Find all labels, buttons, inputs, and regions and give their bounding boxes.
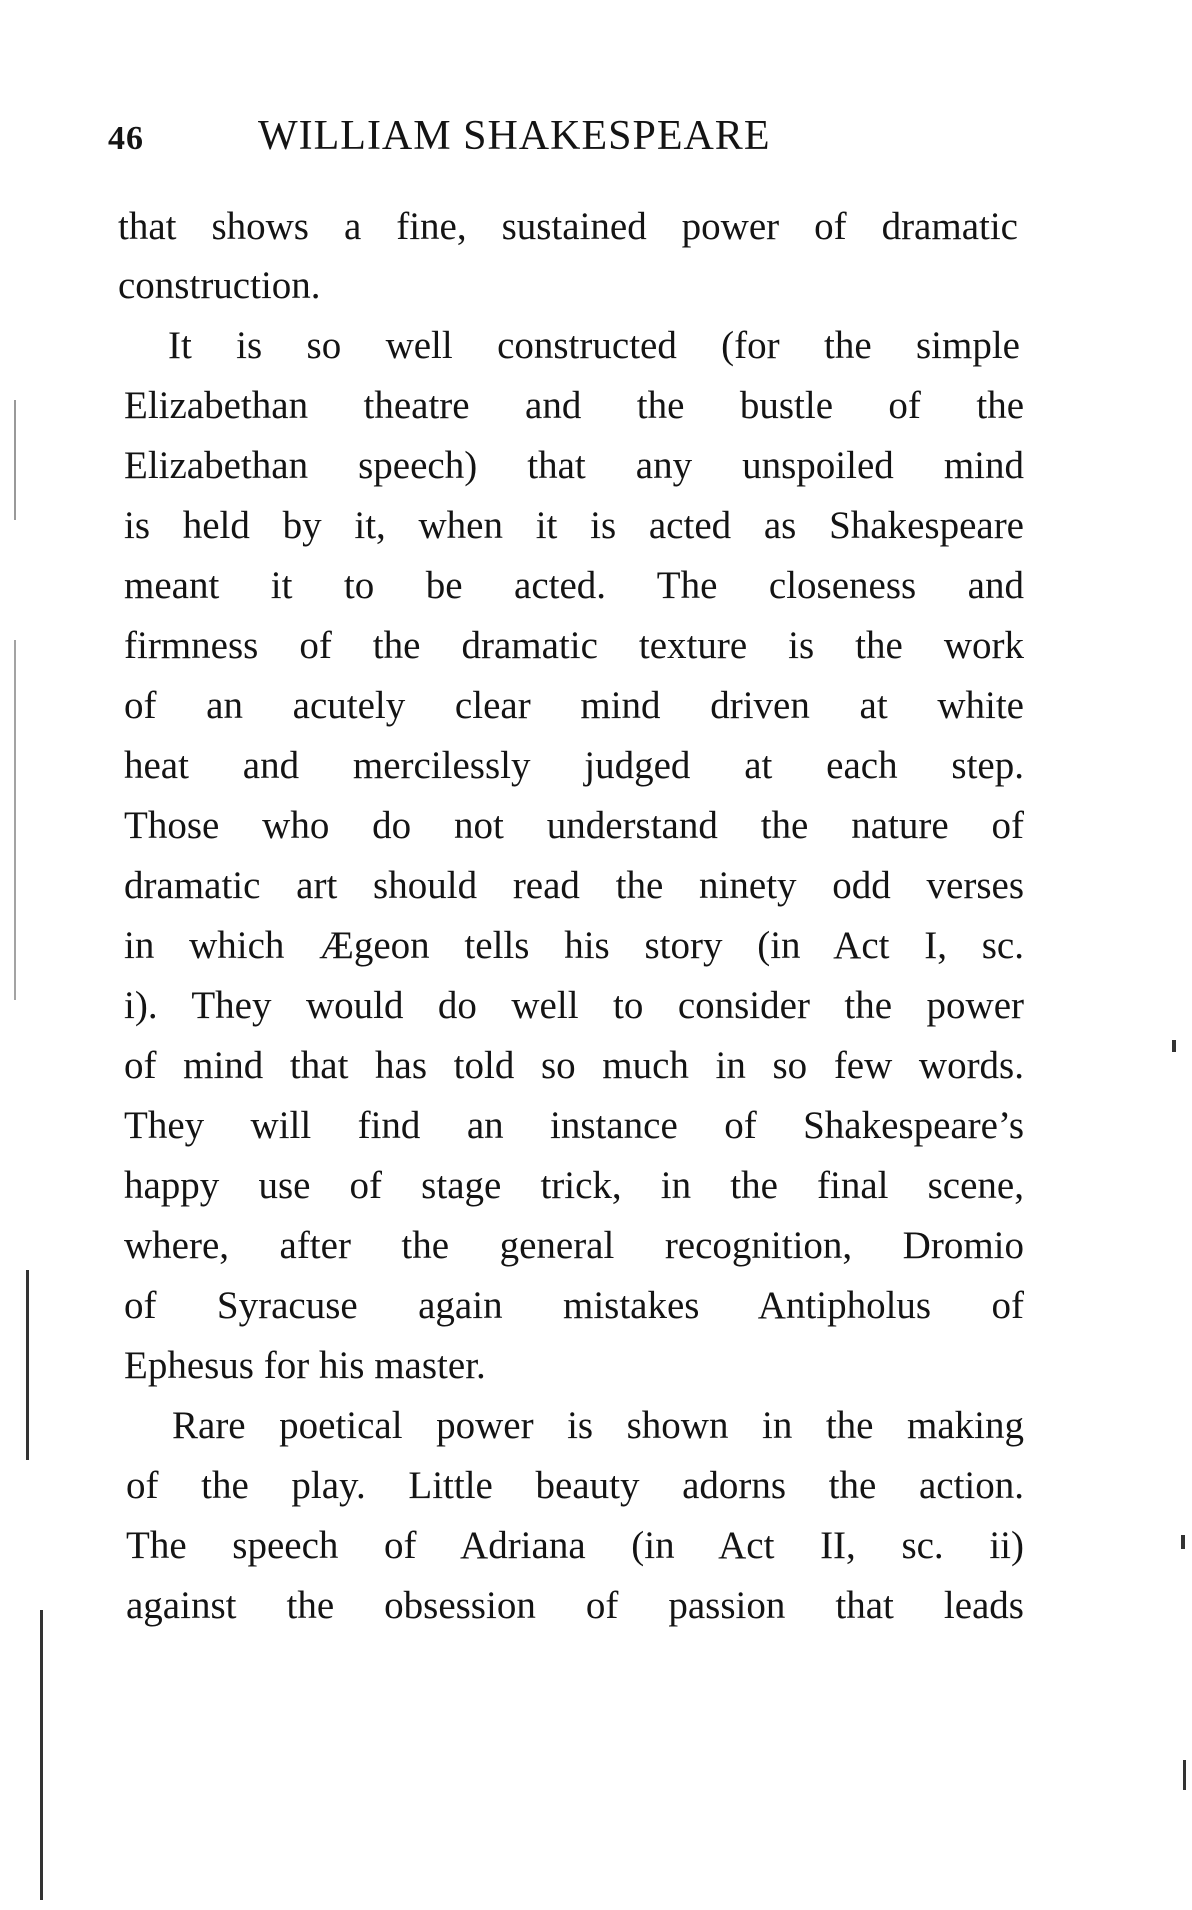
scan-edge-mark: [40, 1610, 43, 1900]
text-line: of mind that has told so much in so few words.: [124, 1044, 1024, 1087]
text-line: It is so well constructed (for the simple: [168, 324, 1020, 367]
text-line: of the play. Little beauty adorns the action.: [126, 1464, 1024, 1507]
text-line: is held by it, when it is acted as Shakespeare: [124, 504, 1024, 547]
text-line: Ephesus for his master.: [124, 1344, 486, 1387]
scan-edge-mark: [1181, 1535, 1185, 1549]
text-line: Elizabethan speech) that any unspoiled mind: [124, 444, 1024, 487]
scan-edge-mark: [1183, 1760, 1186, 1790]
page-number: 46: [108, 120, 144, 157]
running-header: [108, 112, 770, 160]
text-line: Rare poetical power is shown in the making: [172, 1404, 1024, 1447]
scan-edge-mark: [1172, 1040, 1176, 1052]
text-line: Elizabethan theatre and the bustle of the: [124, 384, 1024, 427]
text-line: Those who do not understand the nature of: [124, 804, 1024, 847]
text-line: firmness of the dramatic texture is the work: [124, 624, 1024, 667]
text-line: The speech of Adriana (in Act II, sc. ii): [126, 1524, 1024, 1567]
text-line: i). They would do well to consider the power: [124, 984, 1024, 1027]
text-line: meant it to be acted. The closeness and: [124, 564, 1024, 607]
running-head-title: WILLIAM SHAKESPEARE: [258, 113, 771, 159]
scan-edge-mark: [14, 400, 16, 520]
text-line: where, after the general recognition, Dromio: [124, 1224, 1024, 1267]
text-line: construction.: [118, 264, 321, 307]
text-line: that shows a fine, sustained power of dramatic: [118, 205, 1018, 248]
scan-edge-mark: [26, 1270, 29, 1460]
text-line: They will find an instance of Shakespeare’s: [124, 1104, 1024, 1147]
text-line: happy use of stage trick, in the final scene,: [124, 1164, 1024, 1207]
text-line: in which Ægeon tells his story (in Act I, sc.: [124, 924, 1024, 967]
text-line: of Syracuse again mistakes Antipholus of: [124, 1284, 1024, 1327]
text-line: of an acutely clear mind driven at white: [124, 684, 1024, 727]
text-line: dramatic art should read the ninety odd verses: [124, 864, 1024, 907]
text-line: heat and mercilessly judged at each step.: [124, 744, 1024, 787]
text-line: against the obsession of passion that leads: [126, 1584, 1024, 1627]
scan-edge-mark: [14, 640, 16, 1000]
